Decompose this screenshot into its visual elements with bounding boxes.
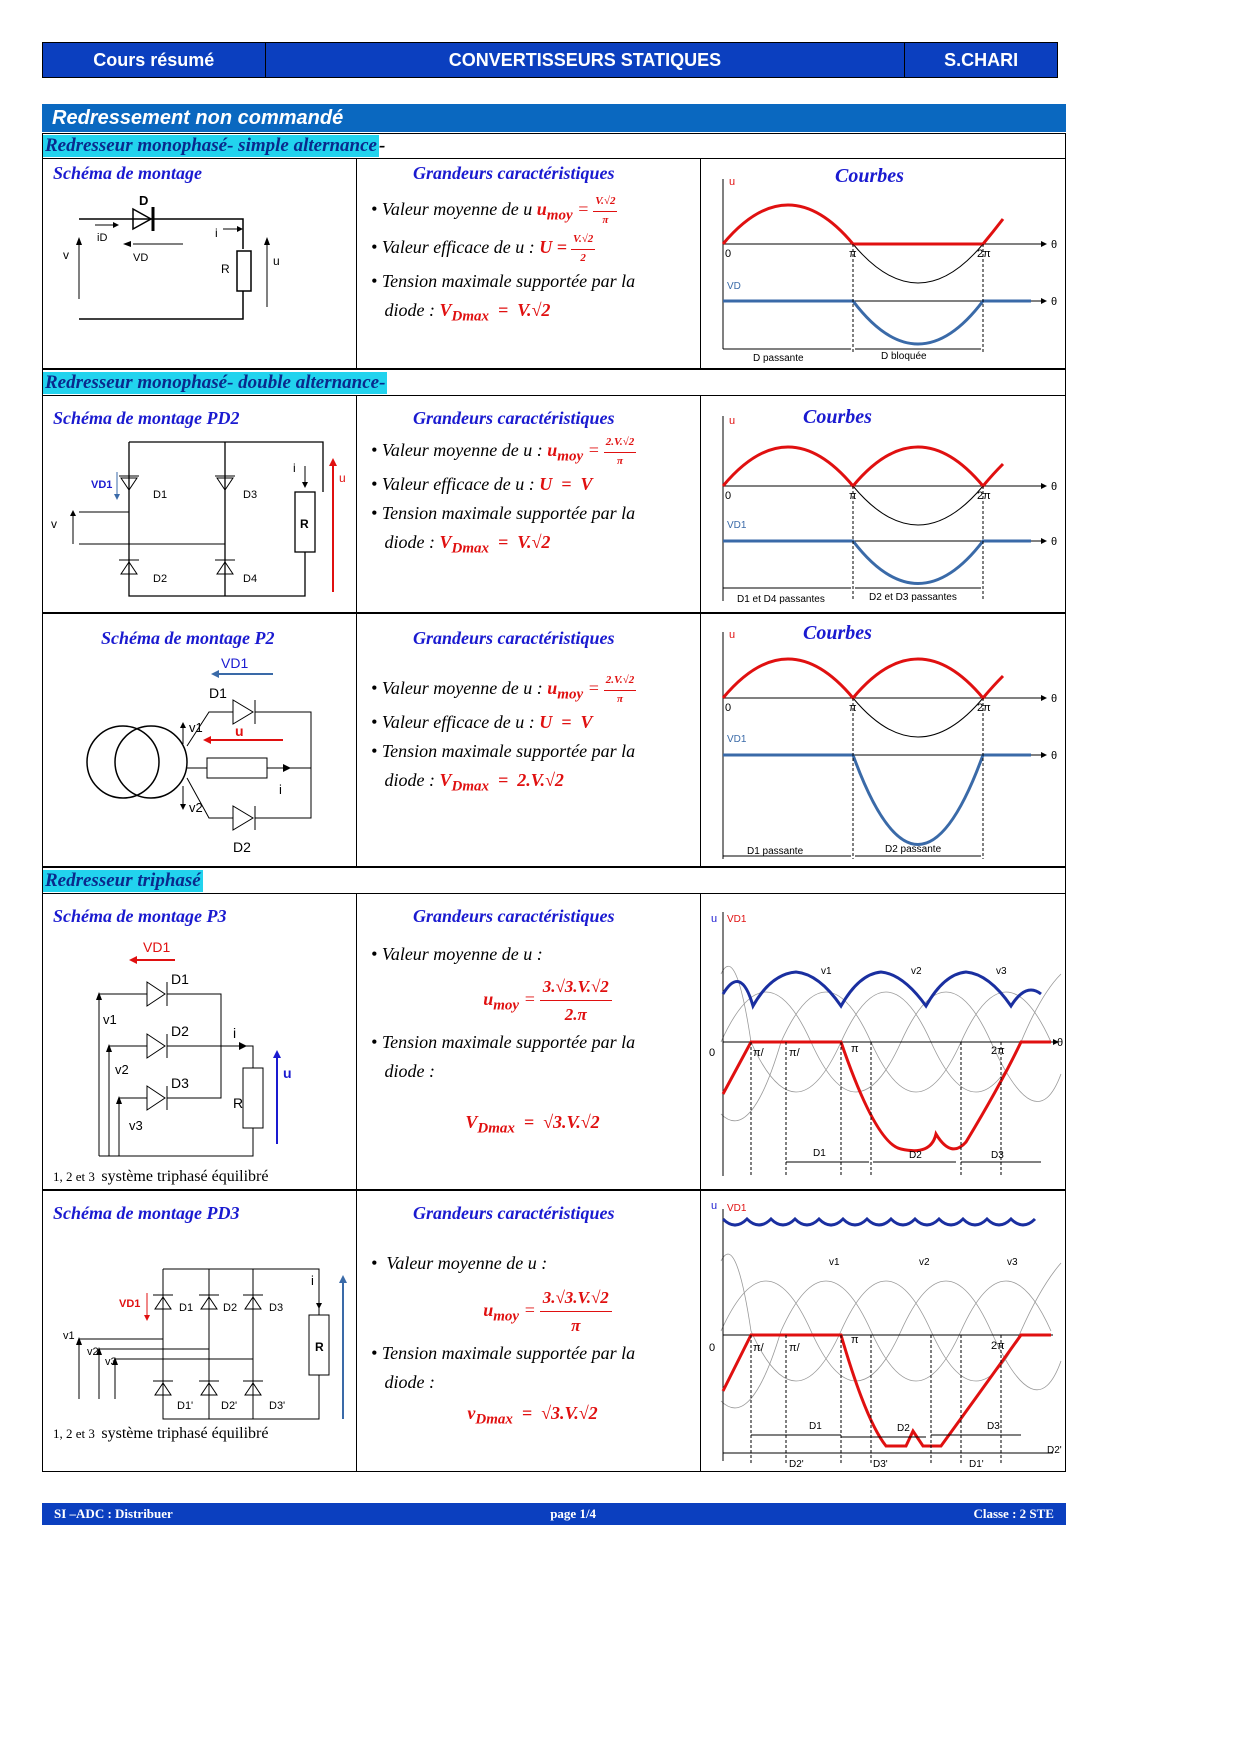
svg-text:θ: θ: [1057, 1037, 1063, 1049]
vdmax-line: • Tension maximale supportée par la diode :: [371, 1032, 636, 1081]
grandeurs-cell: [357, 1191, 701, 1471]
section-title-3: [42, 867, 1066, 894]
footer-page: page 1/4: [550, 1506, 597, 1521]
eff-line: • Valeur efficace de u : U = V: [371, 712, 593, 733]
section-band: Redressement non commandé: [42, 104, 1066, 132]
svg-text:0: 0: [709, 1047, 716, 1059]
lbl-theta: θ: [1051, 239, 1058, 251]
lbl-d1: D1: [153, 489, 168, 501]
lbl-d3p: D3': [269, 1400, 286, 1412]
grandeurs-title: Grandeurs caractéristiques: [413, 906, 615, 926]
svg-text:v1: v1: [829, 1257, 840, 1268]
svg-text:2π: 2π: [991, 1045, 1005, 1057]
lbl-zero: 0: [725, 248, 732, 260]
vdmax-line: • Tension maximale supportée par la diode : $V_{Dmax} = 2.V.√2$: [371, 740, 636, 795]
courbes-title: Courbes: [835, 165, 904, 187]
section-title-text: Redresseur monophasé- double alternance-: [45, 371, 386, 393]
lbl-d3: D3: [171, 1075, 189, 1091]
curves-simple: [701, 159, 1063, 367]
lbl-p1: D1 passante: [747, 846, 804, 857]
curves-pd3: [701, 1191, 1063, 1471]
header-author: S.CHARI: [944, 49, 1019, 70]
moy-line: • Valeur moyenne de u $u_{moy}$ = $\frac{V.√2}{\pi}$: [371, 195, 616, 226]
section-title-text: Redresseur monophasé- simple alternance: [45, 135, 377, 156]
courbes-cell: [701, 1191, 1065, 1471]
svg-text:u: u: [729, 176, 736, 188]
lbl-r: R: [233, 1095, 244, 1111]
svg-text:u: u: [729, 629, 736, 641]
vdmax-formula: $V_{Dmax} = √3.V.√2$: [465, 1111, 600, 1137]
svg-text:D1: D1: [809, 1421, 822, 1432]
lbl-i: i: [311, 1273, 314, 1288]
lbl-v2: v2: [189, 800, 203, 815]
grandeurs-title: Grandeurs caractéristiques: [413, 628, 615, 648]
svg-text:θ: θ: [1051, 296, 1058, 308]
svg-text:π: π: [851, 1334, 859, 1346]
header-left: Cours résumé: [43, 43, 266, 77]
row-pd3: [42, 1190, 1066, 1472]
schema-cell: [43, 396, 357, 612]
schema-title: Schéma de montage PD2: [53, 408, 240, 428]
moy-line: • Valeur moyenne de u :: [371, 944, 543, 964]
label-R: R: [221, 262, 230, 276]
section-title-1: [42, 133, 1066, 159]
curves-p2: [701, 614, 1063, 866]
label-VD: VD: [133, 252, 149, 264]
schema-title: Schéma de montage: [53, 163, 202, 183]
svg-text:θ: θ: [1051, 750, 1058, 762]
svg-text:θ: θ: [1051, 536, 1058, 548]
lbl-d1: D1: [179, 1302, 194, 1314]
schema-title: Schéma de montage P3: [53, 906, 227, 926]
grandeurs-cell: [357, 396, 701, 612]
moy-line: • Valeur moyenne de u :: [371, 1253, 548, 1273]
grandeurs-cell: [357, 159, 701, 368]
svg-text:θ: θ: [1051, 481, 1058, 493]
lbl-i: i: [279, 782, 282, 797]
curves-pd2: [701, 396, 1063, 611]
lbl-d2: D2: [233, 839, 251, 855]
grandeurs-title: Grandeurs caractéristiques: [413, 1203, 615, 1223]
lbl-d4: D4: [243, 573, 258, 585]
lbl-vd1: VD1: [119, 1298, 141, 1310]
pd3-note: 1, 2 et 3 système triphasé équilibré: [53, 1425, 269, 1442]
svg-text:VD1: VD1: [727, 734, 747, 745]
circuit-pd2: [43, 432, 355, 612]
svg-text:π/: π/: [789, 1342, 800, 1354]
page-footer: [42, 1503, 1066, 1525]
lbl-v1: v1: [189, 720, 203, 735]
courbes-title: Courbes: [803, 406, 872, 428]
lbl-d3: D3: [269, 1302, 284, 1314]
row-p2: [42, 613, 1066, 867]
lbl-d1: D1: [171, 971, 189, 987]
lbl-p1: D1 et D4 passantes: [737, 594, 825, 605]
row-p3: [42, 894, 1066, 1190]
svg-text:D2': D2': [789, 1459, 804, 1470]
circuit-p3: [43, 934, 355, 1184]
lbl-d2: D2: [223, 1302, 238, 1314]
courbes-title: Courbes: [803, 622, 872, 644]
svg-text:VD1: VD1: [727, 1203, 747, 1214]
lbl-p2: D2 et D3 passantes: [869, 592, 957, 603]
lbl-v3: v3: [105, 1356, 117, 1368]
lbl-d2: D2: [171, 1023, 189, 1039]
svg-text:VD: VD: [727, 281, 741, 292]
label-u: u: [273, 254, 280, 268]
svg-text:π/: π/: [753, 1047, 764, 1059]
lbl-u: u: [235, 723, 244, 739]
circuit-p2: [43, 654, 355, 864]
svg-text:2π: 2π: [977, 702, 991, 714]
lbl-d2p: D2': [221, 1400, 238, 1412]
svg-text:D1: D1: [813, 1148, 826, 1159]
lbl-d3: D3: [243, 489, 258, 501]
moy-line: • Valeur moyenne de u : $u_{moy}$ = $\frac{2.V.√2}{\pi}$: [371, 436, 635, 467]
svg-text:π: π: [849, 490, 857, 502]
row-pd2: [42, 396, 1066, 613]
grandeurs-cell: [357, 894, 701, 1189]
lbl-v2: v2: [87, 1346, 99, 1358]
svg-text:0: 0: [725, 702, 732, 714]
svg-text:D1': D1': [969, 1459, 984, 1470]
vdmax-line: • Tension maximale supportée par la diode : $V_{Dmax} = V.√2$: [371, 502, 636, 557]
section-title-text: Redresseur triphasé: [45, 869, 201, 891]
lbl-d1p: D1': [177, 1400, 194, 1412]
svg-text:D3': D3': [873, 1459, 888, 1470]
svg-text:VD1: VD1: [727, 520, 747, 531]
svg-text:0: 0: [709, 1342, 716, 1354]
schema-title: Schéma de montage PD3: [53, 1203, 240, 1223]
svg-text:u: u: [711, 1200, 718, 1212]
lbl-2pi: 2π: [977, 248, 991, 260]
svg-text:D2: D2: [909, 1150, 922, 1161]
eff-line: • Valeur efficace de u : U = V: [371, 474, 593, 495]
vdmax-formula: $v_{Dmax} = √3.V.√2$: [467, 1402, 598, 1428]
svg-text:π: π: [849, 702, 857, 714]
lbl-u: u: [339, 471, 346, 485]
lbl-v1: v1: [63, 1330, 75, 1342]
lbl-vd1: VD1: [91, 479, 113, 491]
svg-text:v1: v1: [821, 966, 832, 977]
svg-text:0: 0: [725, 490, 732, 502]
lbl-v2: v2: [115, 1062, 129, 1077]
moy-formula: $u_{moy}$ = $\frac{3.√3.V.√2}{2.\pi}$: [401, 973, 694, 1028]
svg-text:θ: θ: [1051, 693, 1058, 705]
svg-text:π: π: [851, 1043, 859, 1055]
svg-text:D2': D2': [1047, 1445, 1062, 1456]
svg-text:D3: D3: [991, 1150, 1004, 1161]
footer-class: Classe : 2 STE: [973, 1506, 1054, 1521]
svg-text:2π: 2π: [991, 1340, 1005, 1352]
courbes-cell: [701, 396, 1065, 612]
lbl-i: i: [293, 461, 296, 475]
circuit-simple: [43, 189, 355, 369]
label-D: D: [139, 193, 149, 208]
svg-text:v2: v2: [911, 966, 922, 977]
schema-cell: [43, 614, 357, 866]
schema-cell: [43, 1191, 357, 1471]
lbl-p2: D2 passante: [885, 844, 942, 855]
label-iD: iD: [97, 232, 108, 244]
lbl-pi: π: [849, 248, 857, 260]
moy-line: • Valeur moyenne de u : $u_{moy}$ = $\frac{2.V.√2}{\pi}$: [371, 674, 635, 705]
schema-title: Schéma de montage P2: [101, 628, 275, 648]
label-v: v: [63, 248, 69, 262]
courbes-cell: [701, 894, 1065, 1189]
lbl-d1: D1: [209, 685, 227, 701]
courbes-cell: [701, 614, 1065, 866]
svg-text:VD1: VD1: [727, 914, 747, 925]
p3-note: 1, 2 et 3 système triphasé équilibré: [53, 1168, 269, 1185]
eff-line: • Valeur efficace de u : U = $\frac{V.√2}{2}$: [371, 233, 594, 264]
section-title-2: [42, 369, 1066, 396]
grandeurs-title: Grandeurs caractéristiques: [413, 408, 615, 428]
svg-text:v2: v2: [919, 1257, 930, 1268]
header-title: CONVERTISSEURS STATIQUES: [266, 43, 906, 77]
lbl-vd1: VD1: [221, 655, 249, 671]
page-header: [42, 42, 1058, 78]
curves-p3: [701, 894, 1063, 1188]
schema-cell: [43, 159, 357, 368]
vdmax-line: • Tension maximale supportée par la diode :: [371, 1343, 636, 1392]
lbl-r: R: [300, 517, 309, 531]
svg-text:v3: v3: [996, 966, 1007, 977]
grandeurs-title: Grandeurs caractéristiques: [413, 163, 615, 183]
courbes-cell: [701, 159, 1065, 368]
section-title-suffix: -: [378, 135, 386, 156]
svg-text:π/: π/: [753, 1342, 764, 1354]
row-simple-alternance: [42, 159, 1066, 369]
svg-text:π/: π/: [789, 1047, 800, 1059]
schema-cell: [43, 894, 357, 1189]
label-i: i: [215, 226, 218, 240]
svg-text:D3: D3: [987, 1421, 1000, 1432]
lbl-dpass: D passante: [753, 353, 804, 364]
footer-left: SI –ADC : Distribuer: [54, 1506, 173, 1521]
svg-text:u: u: [729, 415, 736, 427]
svg-text:D2: D2: [897, 1423, 910, 1434]
lbl-dbloq: D bloquée: [881, 351, 927, 362]
lbl-v3: v3: [129, 1118, 143, 1133]
lbl-i: i: [233, 1025, 237, 1041]
svg-text:v3: v3: [1007, 1257, 1018, 1268]
vdmax-line: • Tension maximale supportée par la diode : $V_{Dmax} = V.√2$: [371, 271, 636, 325]
lbl-u: u: [283, 1065, 292, 1081]
lbl-v1: v1: [103, 1012, 117, 1027]
svg-text:2π: 2π: [977, 490, 991, 502]
lbl-r: R: [315, 1340, 324, 1354]
svg-text:u: u: [711, 913, 718, 925]
grandeurs-cell: [357, 614, 701, 866]
lbl-vd1: VD1: [143, 939, 171, 955]
lbl-v: v: [51, 517, 57, 531]
moy-formula: $u_{moy}$ = $\frac{3.√3.V.√2}{\pi}$: [401, 1284, 694, 1339]
lbl-d2: D2: [153, 573, 168, 585]
